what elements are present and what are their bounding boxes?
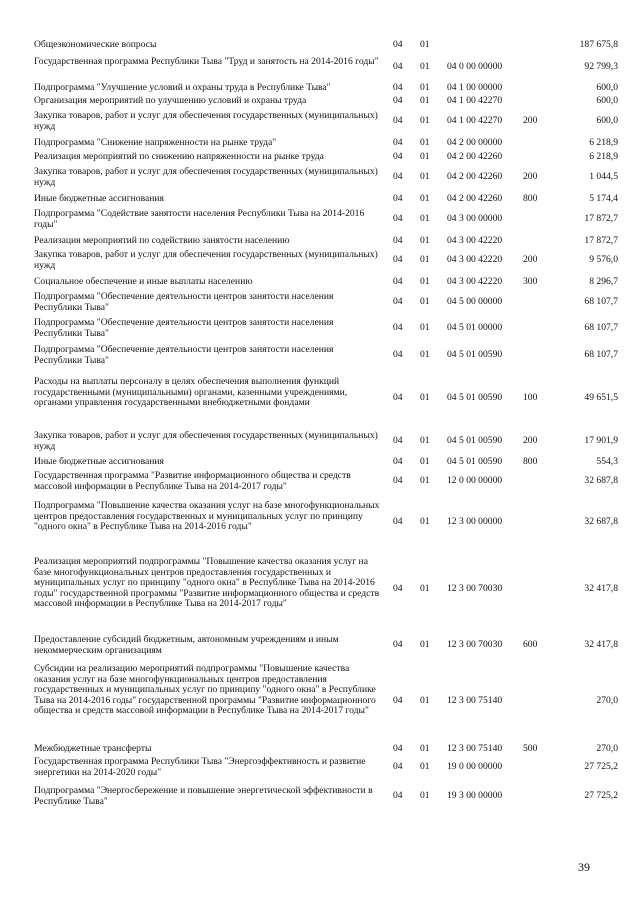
- amount: 17 872,7: [584, 235, 618, 246]
- subsection-code: 01: [420, 296, 430, 308]
- expense-type-code: 800: [523, 193, 538, 204]
- table-row: [0, 457, 640, 468]
- section-code: 04: [393, 743, 403, 754]
- subsection-code: 01: [420, 213, 430, 225]
- table-row: [0, 40, 640, 51]
- subsection-code: 01: [420, 61, 430, 73]
- amount: 5 174,4: [589, 193, 618, 204]
- amount: 600,0: [596, 95, 618, 106]
- amount: 600,0: [596, 115, 618, 127]
- section-code: 04: [393, 435, 403, 447]
- row-name: Подпрограмма "Обеспечение деятельности центров занятости населения Республики Тыва": [34, 344, 334, 366]
- table-row: [0, 57, 640, 78]
- amount: 32 417,8: [584, 582, 618, 594]
- row-name: Закупка товаров, работ и услуг для обеспечения государственных (муниципальных) нужд: [34, 249, 378, 271]
- section-code: 04: [393, 254, 403, 266]
- expense-type-code: 800: [523, 456, 538, 467]
- target-article-code: 04 1 00 42270: [447, 95, 503, 106]
- amount: 17 872,7: [584, 213, 618, 225]
- row-name: Закупка товаров, работ и услуг для обеспечения государственных (муниципальных) нужд: [34, 166, 378, 188]
- section-code: 04: [393, 115, 403, 127]
- target-article-code: 04 1 00 00000: [447, 82, 503, 93]
- table-row: [0, 557, 640, 621]
- table-row: [0, 345, 640, 366]
- amount: 187 675,8: [579, 39, 618, 50]
- target-article-code: 04 2 00 42260: [447, 171, 503, 183]
- amount: 92 799,3: [584, 61, 618, 73]
- section-code: 04: [393, 475, 403, 487]
- subsection-code: 01: [420, 137, 430, 148]
- section-code: 04: [393, 276, 403, 287]
- row-name: Подпрограмма "Содействие занятости населения Республики Тыва на 2014-2016 годы": [34, 208, 365, 230]
- target-article-code: 04 5 01 00590: [447, 456, 503, 467]
- amount: 68 107,7: [584, 349, 618, 361]
- table-row: [0, 786, 640, 807]
- table-row: [0, 292, 640, 313]
- section-code: 04: [393, 790, 403, 802]
- table-row: [0, 96, 640, 107]
- row-name: Иные бюджетные ассигнования: [34, 193, 164, 204]
- subsection-code: 01: [420, 349, 430, 361]
- subsection-code: 01: [420, 391, 430, 403]
- row-name: Межбюджетные трансферты: [34, 743, 152, 754]
- target-article-code: 12 3 00 75140: [447, 694, 503, 706]
- target-article-code: 12 3 00 70030: [447, 639, 503, 651]
- expense-type-code: 100: [523, 391, 538, 403]
- section-code: 04: [393, 639, 403, 651]
- target-article-code: 04 2 00 42260: [447, 151, 503, 162]
- expense-type-code: 200: [523, 115, 538, 127]
- section-code: 04: [393, 39, 403, 50]
- table-row: [0, 664, 640, 738]
- subsection-code: 01: [420, 151, 430, 162]
- amount: 32 687,8: [584, 515, 618, 527]
- row-name: Государственная программа Республики Тыва "Энергоэффективность и развитие энергетики на 2014-2020 годы": [34, 756, 366, 778]
- target-article-code: 12 3 00 00000: [447, 515, 503, 527]
- subsection-code: 01: [420, 115, 430, 127]
- target-article-code: 12 3 00 75140: [447, 743, 503, 754]
- subsection-code: 01: [420, 515, 430, 527]
- row-name: Расходы на выплаты персоналу в целях обеспечения выполнения функций государственными (муниципальными) органами, казенными учреждениями, органами управления государственными внебюджетными фондами: [34, 376, 348, 409]
- subsection-code: 01: [420, 743, 430, 754]
- target-article-code: 04 3 00 42220: [447, 276, 503, 287]
- expense-type-code: 200: [523, 435, 538, 447]
- target-article-code: 04 5 00 00000: [447, 296, 503, 308]
- subsection-code: 01: [420, 322, 430, 334]
- section-code: 04: [393, 95, 403, 106]
- subsection-code: 01: [420, 694, 430, 706]
- row-name: Субсидии на реализацию мероприятий подпрограммы "Повышение качества оказания услуг на базе многофункциональных центров предоставления государственных и муниципальных услуг по принципу "одного окна" в Республике Тыва на 2014-2016 годы" государственной программы "Развитие информационного общества и средств массовой информации в Республике Тыва на 2014-2017 годы": [34, 663, 376, 717]
- target-article-code: 04 1 00 42270: [447, 115, 503, 127]
- amount: 600,0: [596, 82, 618, 93]
- expense-type-code: 300: [523, 276, 538, 287]
- target-article-code: 04 0 00 00000: [447, 61, 503, 73]
- table-row: [0, 744, 640, 755]
- table-row: [0, 635, 640, 656]
- subsection-code: 01: [420, 82, 430, 93]
- amount: 554,3: [596, 456, 618, 467]
- table-row: [0, 501, 640, 543]
- section-code: 04: [393, 137, 403, 148]
- row-name: Государственная программа "Развитие информационного общества и средств массовой информации в Республике Тыва на 2014-2017 годы": [34, 470, 351, 492]
- row-name: Иные бюджетные ассигнования: [34, 456, 164, 467]
- section-code: 04: [393, 171, 403, 183]
- subsection-code: 01: [420, 639, 430, 651]
- table-row: [0, 757, 640, 778]
- target-article-code: 04 3 00 42220: [447, 254, 503, 266]
- target-article-code: 04 2 00 42260: [447, 193, 503, 204]
- row-name: Подпрограмма "Обеспечение деятельности центров занятости населения Республики Тыва": [34, 291, 334, 313]
- amount: 270,0: [596, 743, 618, 754]
- section-code: 04: [393, 82, 403, 93]
- section-code: 04: [393, 193, 403, 204]
- subsection-code: 01: [420, 39, 430, 50]
- row-name: Подпрограмма "Улучшение условий и охраны труда в Республике Тыва": [34, 82, 331, 93]
- section-code: 04: [393, 761, 403, 773]
- amount: 32 417,8: [584, 639, 618, 651]
- target-article-code: 12 0 00 00000: [447, 475, 503, 487]
- row-name: Реализация мероприятий по содействию занятости населению: [34, 235, 290, 246]
- amount: 68 107,7: [584, 322, 618, 334]
- row-name: Подпрограмма "Снижение напряженности на рынке труда": [34, 137, 277, 148]
- amount: 68 107,7: [584, 296, 618, 308]
- subsection-code: 01: [420, 254, 430, 266]
- amount: 32 687,8: [584, 475, 618, 487]
- target-article-code: 04 3 00 00000: [447, 213, 503, 225]
- row-name: Государственная программа Республики Тыва "Труд и занятость на 2014-2016 годы": [34, 56, 379, 67]
- amount: 8 296,7: [589, 276, 618, 287]
- target-article-code: 19 0 00 00000: [447, 761, 503, 773]
- target-article-code: 04 3 00 42220: [447, 235, 503, 246]
- target-article-code: 12 3 00 70030: [447, 582, 503, 594]
- table-row: [0, 431, 640, 452]
- target-article-code: 04 5 01 00000: [447, 322, 503, 334]
- amount: 270,0: [596, 694, 618, 706]
- row-name: Подпрограмма "Обеспечение деятельности центров занятости населения Республики Тыва": [34, 317, 334, 339]
- section-code: 04: [393, 61, 403, 73]
- section-code: 04: [393, 582, 403, 594]
- row-name: Подпрограмма "Повышение качества оказания услуг на базе многофункциональных центров предоставления государственных и муниципальных услуг по принципу "одного окна" в Республике Тыва на 2014-2016 годы": [34, 500, 380, 533]
- subsection-code: 01: [420, 235, 430, 246]
- target-article-code: 19 3 00 00000: [447, 790, 503, 802]
- amount: 6 218,9: [589, 137, 618, 148]
- section-code: 04: [393, 456, 403, 467]
- section-code: 04: [393, 391, 403, 403]
- amount: 1 044,5: [589, 171, 618, 183]
- section-code: 04: [393, 213, 403, 225]
- row-name: Закупка товаров, работ и услуг для обеспечения государственных (муниципальных) нужд: [34, 430, 378, 452]
- target-article-code: 04 5 01 00590: [447, 435, 503, 447]
- row-name: Закупка товаров, работ и услуг для обеспечения государственных (муниципальных) нужд: [34, 110, 378, 132]
- subsection-code: 01: [420, 582, 430, 594]
- table-row: [0, 318, 640, 339]
- section-code: 04: [393, 694, 403, 706]
- table-row: [0, 209, 640, 230]
- row-name: Подпрограмма "Энергосбережение и повышение энергетической эффективности в Республике Тыва": [34, 785, 373, 807]
- table-row: [0, 277, 640, 288]
- section-code: 04: [393, 151, 403, 162]
- subsection-code: 01: [420, 456, 430, 467]
- subsection-code: 01: [420, 193, 430, 204]
- row-name: Организация мероприятий по улучшению условий и охраны труда: [34, 95, 307, 106]
- section-code: 04: [393, 349, 403, 361]
- amount: 27 725,2: [584, 790, 618, 802]
- expense-type-code: 600: [523, 639, 538, 651]
- table-row: [0, 377, 640, 419]
- subsection-code: 01: [420, 276, 430, 287]
- section-code: 04: [393, 296, 403, 308]
- section-code: 04: [393, 322, 403, 334]
- subsection-code: 01: [420, 435, 430, 447]
- table-row: [0, 111, 640, 132]
- row-name: Предоставление субсидий бюджетным, автономным учреждениям и иным некоммерческим организациям: [34, 634, 339, 656]
- subsection-code: 01: [420, 95, 430, 106]
- subsection-code: 01: [420, 171, 430, 183]
- table-row: [0, 236, 640, 247]
- amount: 27 725,2: [584, 761, 618, 773]
- subsection-code: 01: [420, 761, 430, 773]
- table-row: [0, 250, 640, 271]
- amount: 17 901,9: [584, 435, 618, 447]
- table-row: [0, 152, 640, 163]
- page-number: 39: [578, 860, 590, 874]
- subsection-code: 01: [420, 475, 430, 487]
- row-name: Общеэкономические вопросы: [34, 39, 157, 50]
- expense-type-code: 500: [523, 743, 538, 754]
- target-article-code: 04 5 01 00590: [447, 391, 503, 403]
- section-code: 04: [393, 235, 403, 246]
- row-name: Реализация мероприятий по снижению напряженности на рынке труда: [34, 151, 324, 162]
- subsection-code: 01: [420, 790, 430, 802]
- expense-type-code: 200: [523, 171, 538, 183]
- table-row: [0, 138, 640, 149]
- amount: 49 651,5: [584, 391, 618, 403]
- amount: 6 218,9: [589, 151, 618, 162]
- amount: 9 576,0: [589, 254, 618, 266]
- row-name: Социальное обеспечение и иные выплаты населению: [34, 276, 253, 287]
- target-article-code: 04 2 00 00000: [447, 137, 503, 148]
- row-name: Реализация мероприятий подпрограммы "Повышение качества оказания услуг на базе многофункциональных центров предоставления государственных и муниципальных услуг по принципу "одного окна" в Республике Тыва на 2014-2016 годы" государственной программы "Развитие информационного общества и средств массовой информации в Республике Тыва на 2014-2017 годы": [34, 556, 380, 610]
- table-row: [0, 167, 640, 188]
- table-row: [0, 471, 640, 492]
- table-row: [0, 194, 640, 205]
- expense-type-code: 200: [523, 254, 538, 266]
- section-code: 04: [393, 515, 403, 527]
- table-row: [0, 83, 640, 94]
- target-article-code: 04 5 01 00590: [447, 349, 503, 361]
